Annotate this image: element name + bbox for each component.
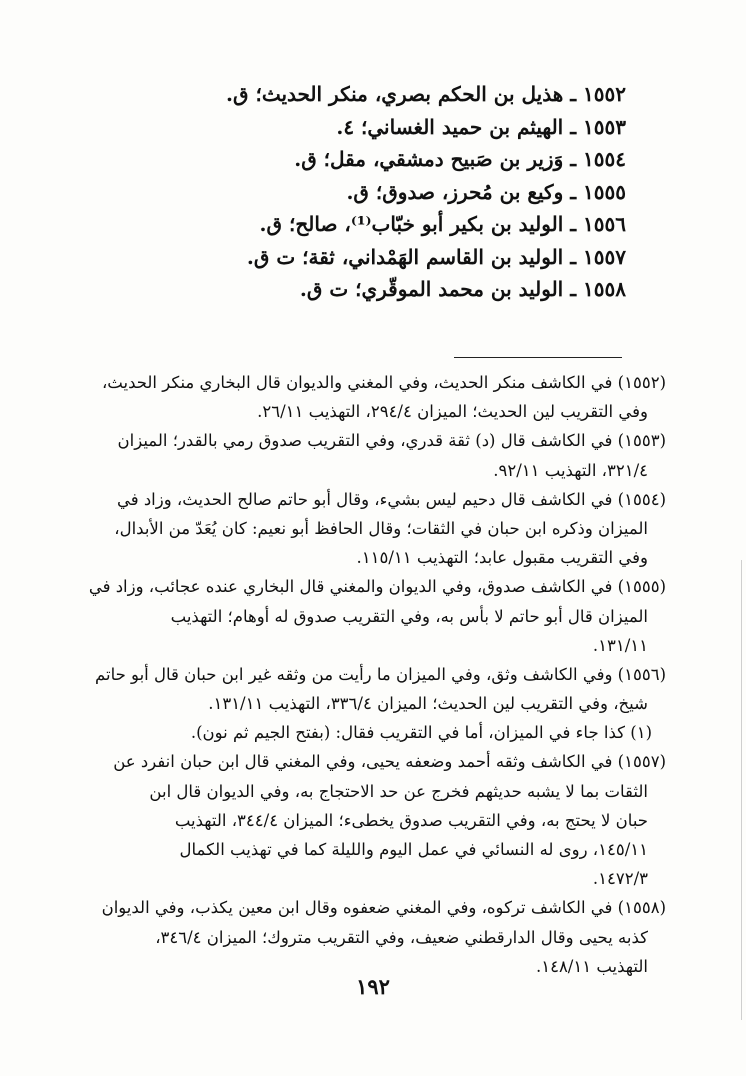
footnote-1557-line-4: ١٤٥/١١، روى له النسائي في عمل اليوم والليلة كما في تهذيب الكمال bbox=[179, 840, 648, 859]
footnote-separator bbox=[454, 357, 622, 358]
footnote-1554-line-3: وفي التقريب مقبول عابد؛ التهذيب ١١٥/١١. bbox=[356, 548, 648, 568]
entry-1558: ١٥٥٨ ـ الوليد بن محمد الموقّري؛ ت ق. bbox=[299, 277, 626, 301]
footnote-1553-line-1: (١٥٥٣) في الكاشف قال (د) ثقة قدري، وفي التقريب صدوق رمي بالقدر؛ الميزان bbox=[117, 431, 666, 451]
footnote-1553-line-2: ٣٢١/٤، التهذيب ٩٢/١١. bbox=[493, 460, 648, 480]
footnote-1557-line-1: (١٥٥٧) في الكاشف وثقه أحمد وضعفه يحيى، وفي المغني قال ابن حبان انفرد عن bbox=[113, 752, 666, 772]
footnote-1558-line-3: التهذيب ١٤٨/١١. bbox=[535, 956, 648, 976]
footnote-1558-line-2: كذبه يحيى وقال الدارقطني ضعيف، وفي التقريب متروك؛ الميزان ٣٤٦/٤، bbox=[155, 927, 648, 947]
page-number: ١٩٢ bbox=[356, 974, 390, 999]
footnote-1555-line-3: ١٣١/١١. bbox=[592, 635, 648, 655]
entry-1557: ١٥٥٧ ـ الوليد بن القاسم الهَمْداني، ثقة؛ ت ق. bbox=[246, 244, 626, 269]
entry-1556: ١٥٥٦ ـ الوليد بن بكير أبو خبّاب⁽¹⁾، صالح؛ ق. bbox=[259, 212, 626, 236]
footnote-1554-line-2: الميزان وذكره ابن حبان في الثقات؛ وقال الحافظ أبو نعيم: كان يُعَدّ من الأبدال، bbox=[114, 518, 648, 538]
footnotes bbox=[70, 368, 666, 981]
narrator-entries bbox=[106, 78, 626, 306]
footnote-1557-line-5: ١٤٧٢/٣. bbox=[592, 869, 648, 889]
entry-1552: ١٥٥٢ ـ هذيل بن الحكم بصري، منكر الحديث؛ ق. bbox=[226, 82, 626, 106]
footnote-1552-line-1: (١٥٥٢) في الكاشف منكر الحديث، وفي المغني والديوان قال البخاري منكر الحديث، bbox=[101, 373, 666, 392]
footnote-1555-line-2: الميزان قال أبو حاتم لا بأس به، وفي التقريب صدوق له أوهام؛ التهذيب bbox=[170, 606, 648, 626]
entry-1553: ١٥٥٣ ـ الهيثم بن حميد الغساني؛ ٤. bbox=[336, 114, 626, 139]
footnote-1555-line-1: (١٥٥٥) في الكاشف صدوق، وفي الديوان والمغني قال البخاري عنده عجائب، وزاد في bbox=[88, 577, 666, 597]
footnote-1556-line-2: شيخ، وفي التقريب لين الحديث؛ الميزان ٣٣٦/٤، التهذيب ١٣١/١١. bbox=[208, 694, 648, 714]
footnote-1557-line-3: حبان لا يحتج به، وفي التقريب صدوق يخطىء؛ الميزان ٣٤٤/٤، التهذيب bbox=[174, 810, 648, 830]
footnote-1557-line-2: الثقات بما لا يشبه حديثهم فخرج عن حد الاحتجاج به، وفي الديوان قال ابن bbox=[149, 781, 648, 801]
entry-1554: ١٥٥٤ ـ وَزير بن صَبيح دمشقي، مقل؛ ق. bbox=[294, 147, 626, 171]
footnote-1552-line-2: وفي التقريب لين الحديث؛ الميزان ٢٩٤/٤، التهذيب ٢٦/١١. bbox=[257, 402, 648, 422]
footnote-1558-line-1: (١٥٥٨) في الكاشف تركوه، وفي المغني ضعفوه وقال ابن معين يكذب، وفي الديوان bbox=[101, 898, 666, 918]
entry-1555: ١٥٥٥ ـ وكيع بن مُحرز، صدوق؛ ق. bbox=[346, 179, 626, 204]
scan-edge-line bbox=[741, 560, 742, 1020]
footnote-sub-1: (١) كذا جاء في الميزان، أما في التقريب فقال: (بفتح الجيم ثم نون). bbox=[190, 723, 652, 743]
footnote-1556-line-1: (١٥٥٦) وفي الكاشف وثق، وفي الميزان ما رأيت من وثقه غير ابن حبان قال أبو حاتم bbox=[95, 664, 666, 684]
footnote-1554-line-1: (١٥٥٤) في الكاشف قال دحيم ليس بشيء، وقال أبو حاتم صالح الحديث، وزاد في bbox=[116, 489, 666, 509]
